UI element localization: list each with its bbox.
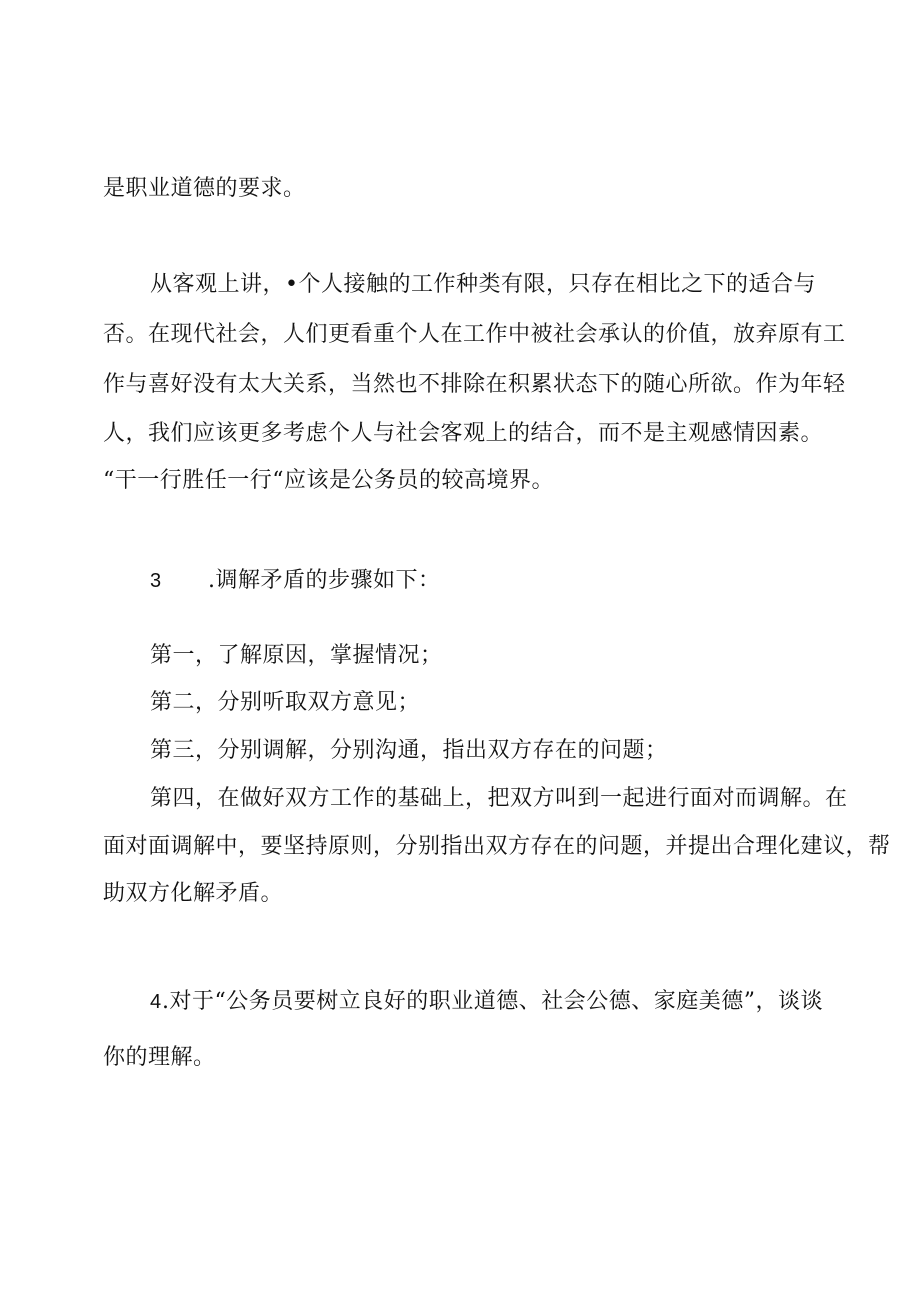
paragraph-2-line-2: 否。在现代社会，人们更看重个人在工作中被社会承认的价值，放弃原有工: [103, 322, 846, 347]
paragraph-1-line-1: 是职业道德的要求。: [103, 176, 306, 201]
item-3-step-4-line-2: 面对面调解中，要坚持原则，分别指出双方存在的问题，并提出合理化建议，帮: [103, 834, 891, 859]
item-3-number: 3: [150, 570, 162, 592]
item-4-number: 4: [150, 991, 162, 1013]
item-3-step-4-line-1: 第四，在做好双方工作的基础上，把双方叫到一起进行面对而调解。在: [150, 786, 848, 811]
item-4-heading-line-1: .对于“公务员要树立良好的职业道德、社会公德、家庭美德”，谈谈: [162, 989, 823, 1014]
paragraph-2-line-5: “干一行胜任一行“应该是公务员的较高境界。: [103, 468, 554, 493]
item-3-heading: .调解矛盾的步骤如下：: [208, 568, 441, 593]
item-3-step-4-line-3: 助双方化解矛盾。: [103, 881, 284, 906]
item-3-step-3: 第三，分别调解，分别沟通，指出双方存在的问题；: [150, 738, 668, 763]
paragraph-2-line-1: 从客观上讲，•个人接触的工作种类有限，只存在相比之下的适合与: [150, 272, 816, 297]
paragraph-2-line-4: 人，我们应该更多考虑个人与社会客观上的结合，而不是主观感情因素。: [103, 421, 824, 446]
item-3-step-1: 第一，了解原因，掌握情况；: [150, 643, 443, 668]
paragraph-2-line-3: 作与喜好没有太大关系，当然也不排除在积累状态下的随心所欲。作为年轻: [103, 372, 846, 397]
item-3-step-2: 第二，分别听取双方意见；: [150, 690, 421, 715]
item-4-heading-line-2: 你的理解。: [103, 1045, 216, 1070]
